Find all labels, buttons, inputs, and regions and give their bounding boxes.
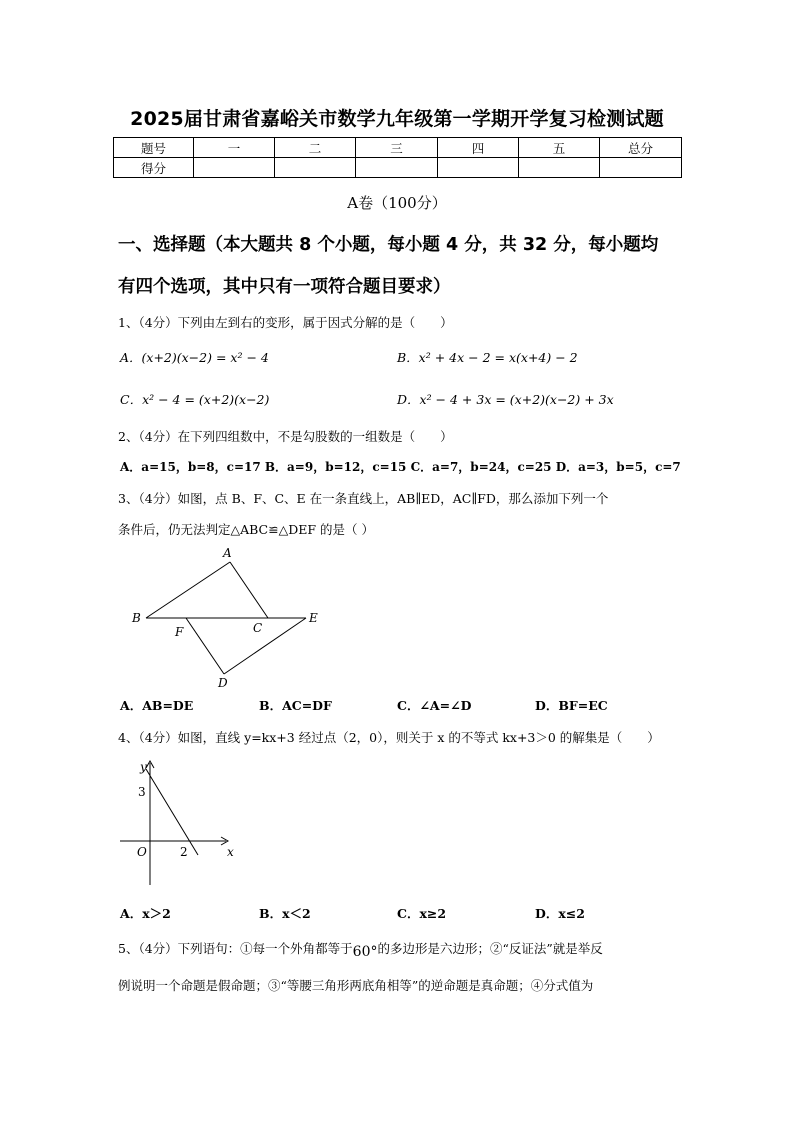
- segment-de: [224, 618, 306, 674]
- score-table-header-cell: 一: [194, 138, 275, 158]
- segment-fd: [186, 618, 224, 674]
- score-cell: [194, 158, 275, 178]
- q3-stem-line1: 3、（4分）如图，点 B、F、C、E 在一条直线上，AB∥ED，AC∥FD，那么添加下列一个: [118, 491, 609, 506]
- score-table-header-cell: 五: [519, 138, 600, 158]
- q4-option-d: D．x≤2: [535, 906, 585, 921]
- score-table-header-cell: 总分: [600, 138, 682, 158]
- label-y-axis: y: [140, 760, 147, 774]
- q4-stem: 4、（4分）如图，直线 y=kx+3 经过点（2，0），则关于 x 的不等式 kx+3＞0 的解集是（ ）: [118, 730, 660, 745]
- label-f: F: [175, 625, 184, 639]
- q2-options: A．a=15，b=8，c=17 B．a=9，b=12，c=15 C．a=7，b=24，c=25 D．a=3，b=5，c=7: [120, 460, 681, 474]
- section-heading-line1: 一、选择题（本大题共 8 个小题，每小题 4 分，共 32 分，每小题均: [118, 235, 659, 255]
- score-cell: [275, 158, 356, 178]
- volume-heading: A卷（100分）: [347, 194, 447, 212]
- label-y-intercept: 3: [138, 785, 146, 799]
- q5-line1: [118, 940, 688, 958]
- q3-stem-line2: 条件后，仍无法判定△ABC≌△DEF 的是（ ）: [118, 522, 374, 537]
- score-table-row-label: 得分: [114, 158, 194, 178]
- q4-option-a: A．x＞2: [120, 906, 171, 921]
- q5-line2: 例说明一个命题是假命题；③“等腰三角形两底角相等”的逆命题是真命题；④分式值为: [118, 978, 594, 993]
- q3-option-c: C．∠A=∠D: [397, 698, 472, 713]
- segment-ab: [146, 562, 230, 618]
- label-d: D: [218, 676, 228, 690]
- section-heading-line2: 有四个选项，其中只有一项符合题目要求）: [118, 277, 451, 297]
- exam-title: 2025届甘肃省嘉峪关市数学九年级第一学期开学复习检测试题: [130, 108, 664, 130]
- q2-stem: 2、（4分）在下列四组数中，不是勾股数的一组数是（ ）: [118, 429, 453, 444]
- q1-option-c: C．x² − 4 = (x+2)(x−2): [120, 392, 270, 407]
- q4-figure: [118, 755, 248, 890]
- q1-option-b: B．x² + 4x − 2 = x(x+4) − 2: [397, 350, 578, 365]
- score-table-header-cell: 四: [438, 138, 519, 158]
- score-cell: [356, 158, 438, 178]
- label-origin: O: [137, 845, 147, 859]
- score-table-header-cell: 二: [275, 138, 356, 158]
- score-table: [113, 137, 682, 178]
- score-cell: [600, 158, 682, 178]
- q3-option-d: D．BF=EC: [535, 698, 608, 713]
- q1-stem: 1、（4分）下列由左到右的变形，属于因式分解的是（ ）: [118, 315, 453, 330]
- score-table-header-cell: 题号: [114, 138, 194, 158]
- score-cell: [438, 158, 519, 178]
- q3-figure: [120, 540, 340, 690]
- q3-option-a: A．AB=DE: [120, 698, 194, 713]
- q1-option-d: D．x² − 4 + 3x = (x+2)(x−2) + 3x: [397, 392, 614, 407]
- label-x-intercept: 2: [180, 845, 188, 859]
- line-y-kx-3: [146, 769, 198, 855]
- label-a: A: [223, 546, 232, 560]
- q3-option-b: B．AC=DF: [259, 698, 332, 713]
- label-b: B: [132, 611, 141, 625]
- q4-option-b: B．x＜2: [259, 906, 311, 921]
- q1-option-a: A．(x+2)(x−2) = x² − 4: [120, 350, 269, 365]
- segment-ac: [230, 562, 268, 618]
- q5-line1-part-a: 5、（4分）下列语句：①每一个外角都等于: [118, 941, 353, 956]
- score-table-header-row: [114, 138, 682, 158]
- label-x-axis: x: [227, 845, 234, 859]
- score-cell: [519, 158, 600, 178]
- q5-angle: 60°: [352, 944, 378, 960]
- score-table-header-cell: 三: [356, 138, 438, 158]
- score-table-score-row: [114, 158, 682, 178]
- label-e: E: [309, 611, 318, 625]
- label-c: C: [253, 621, 263, 635]
- q5-line1-part-b: 的多边形是六边形；②“反证法”就是举反: [377, 941, 603, 956]
- q4-option-c: C．x≥2: [397, 906, 447, 921]
